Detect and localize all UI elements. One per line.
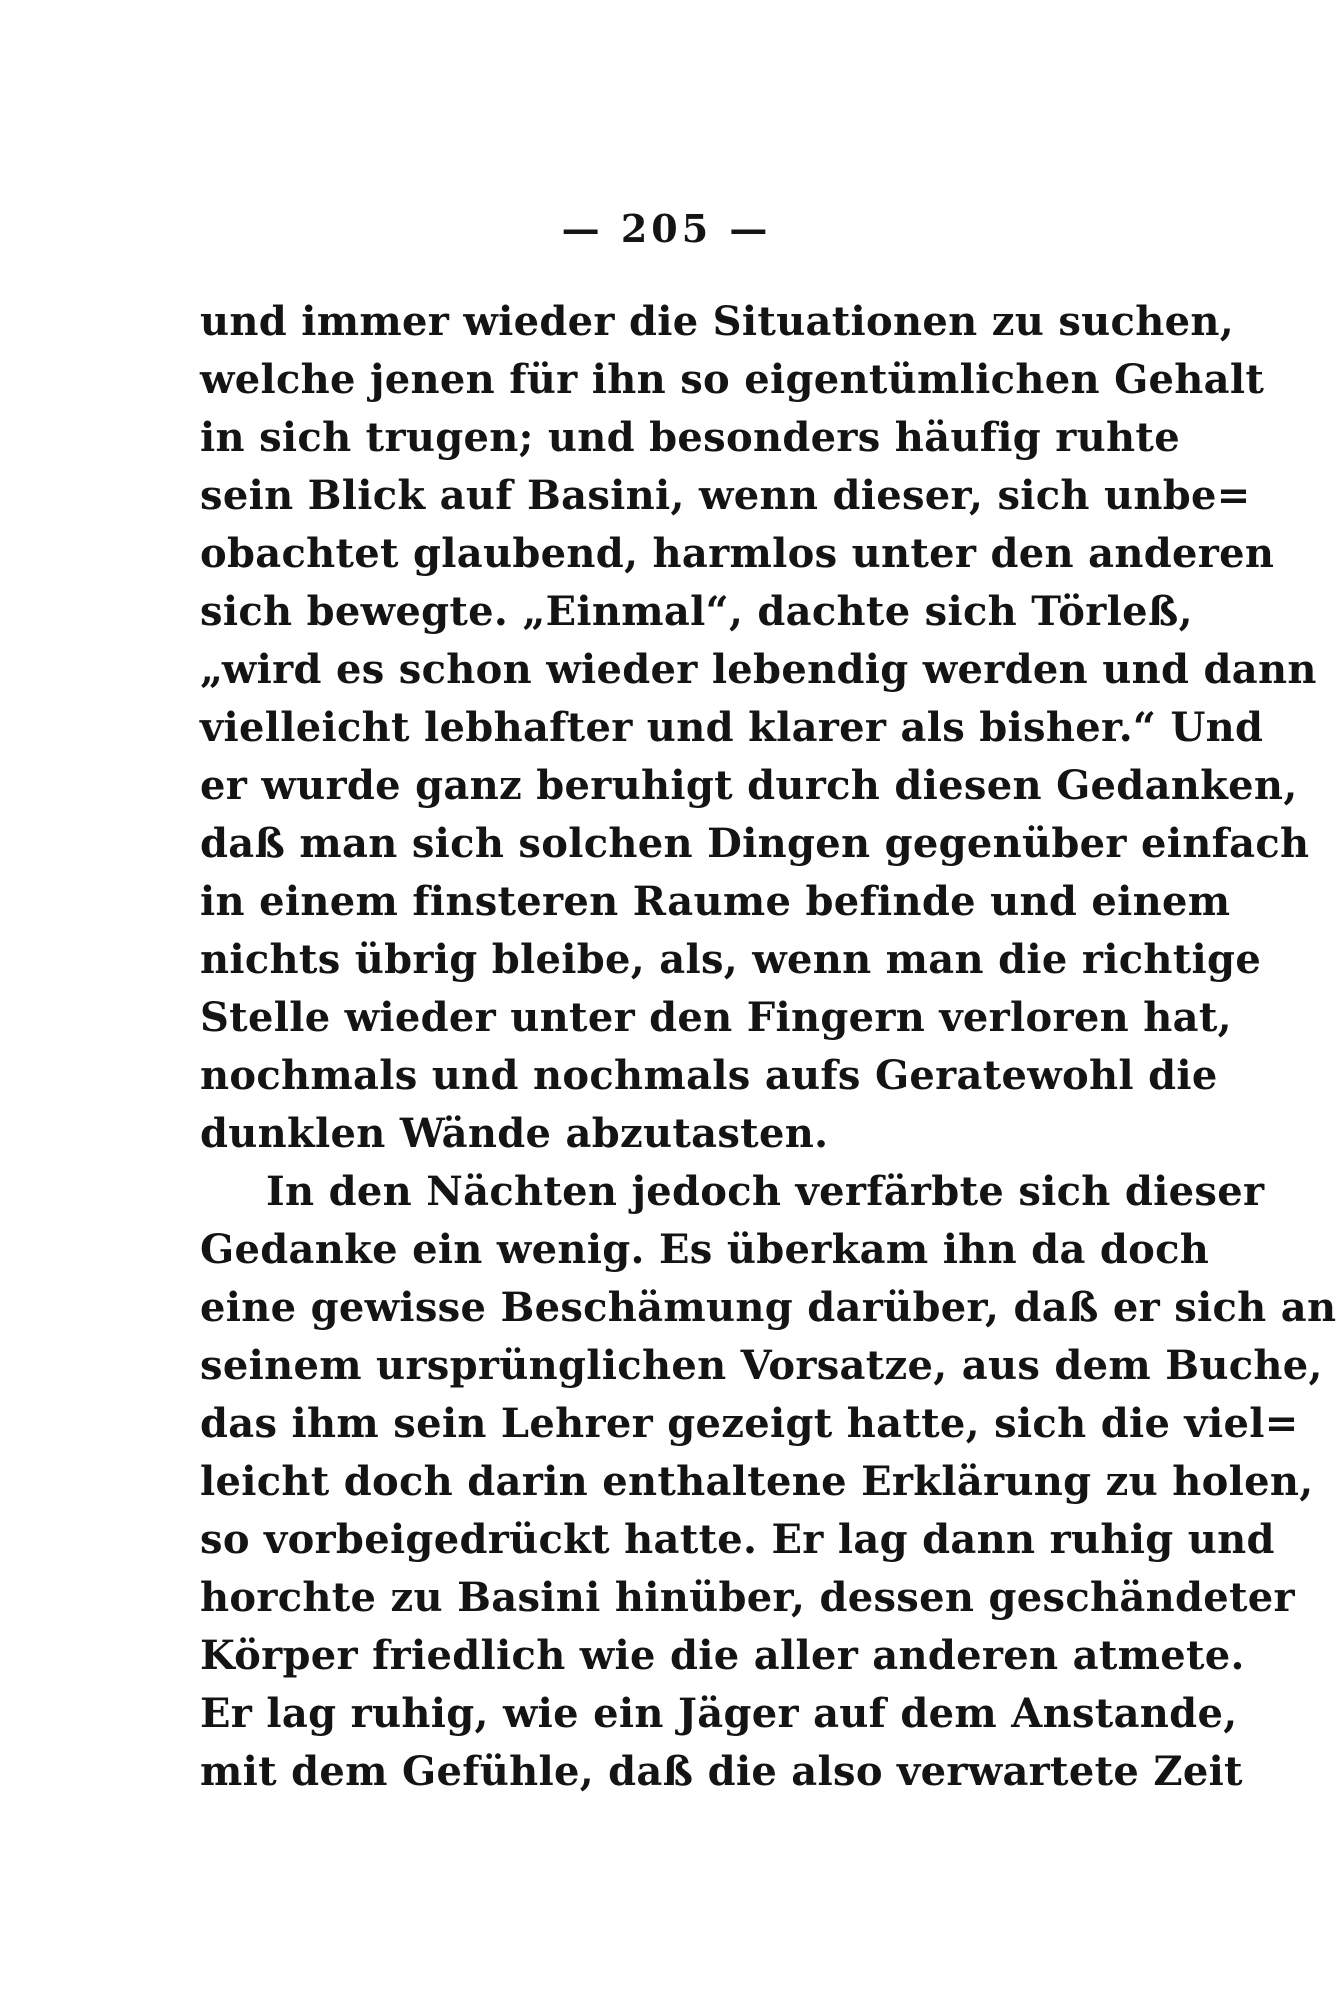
text-line: leicht doch darin enthaltene Erklärung zu holen, xyxy=(200,1458,1314,1505)
text-line: in einem finsteren Raume befinde und einem xyxy=(200,878,1231,925)
text-line: horchte zu Basini hinüber, dessen geschändeter xyxy=(200,1574,1295,1621)
text-line: Gedanke ein wenig. Es überkam ihn da doch xyxy=(200,1226,1210,1273)
text-line: Er lag ruhig, wie ein Jäger auf dem Anstande, xyxy=(200,1690,1238,1737)
text-line: „wird es schon wieder lebendig werden und dann xyxy=(200,646,1317,693)
text-line: welche jenen für ihn so eigentümlichen Gehalt xyxy=(200,356,1265,403)
text-line: das ihm sein Lehrer gezeigt hatte, sich die viel= xyxy=(200,1400,1299,1447)
text-line: mit dem Gefühle, daß die also verwartete Zeit xyxy=(200,1748,1243,1795)
text-line: sich bewegte. „Einmal“, dachte sich Törleß, xyxy=(200,588,1193,635)
text-line: er wurde ganz beruhigt durch diesen Gedanken, xyxy=(200,762,1298,809)
text-line: nochmals und nochmals aufs Geratewohl die xyxy=(200,1052,1218,1099)
text-line: daß man sich solchen Dingen gegenüber einfach xyxy=(200,820,1310,867)
text-line: Stelle wieder unter den Fingern verloren hat, xyxy=(200,994,1232,1041)
body-text xyxy=(200,293,1336,1801)
text-line: dunklen Wände abzutasten. xyxy=(200,1110,829,1157)
text-line: so vorbeigedrückt hatte. Er lag dann ruhig und xyxy=(200,1516,1275,1563)
text-line: eine gewisse Beschämung darüber, daß er sich an xyxy=(200,1284,1336,1331)
text-line: vielleicht lebhafter und klarer als bisher.“ Und xyxy=(200,704,1264,751)
text-line: in sich trugen; und besonders häufig ruhte xyxy=(200,414,1180,461)
text-line: seinem ursprünglichen Vorsatze, aus dem Buche, xyxy=(200,1342,1323,1389)
text-line: obachtet glaubend, harmlos unter den anderen xyxy=(200,530,1275,577)
text-line: und immer wieder die Situationen zu suchen, xyxy=(200,298,1234,345)
page-number: — 205 — xyxy=(561,206,772,251)
text-line: In den Nächten jedoch verfärbte sich dieser xyxy=(266,1168,1265,1215)
text-line: nichts übrig bleibe, als, wenn man die richtige xyxy=(200,936,1262,983)
text-line: sein Blick auf Basini, wenn dieser, sich unbe= xyxy=(200,472,1251,519)
text-line: Körper friedlich wie die aller anderen atmete. xyxy=(200,1632,1245,1679)
